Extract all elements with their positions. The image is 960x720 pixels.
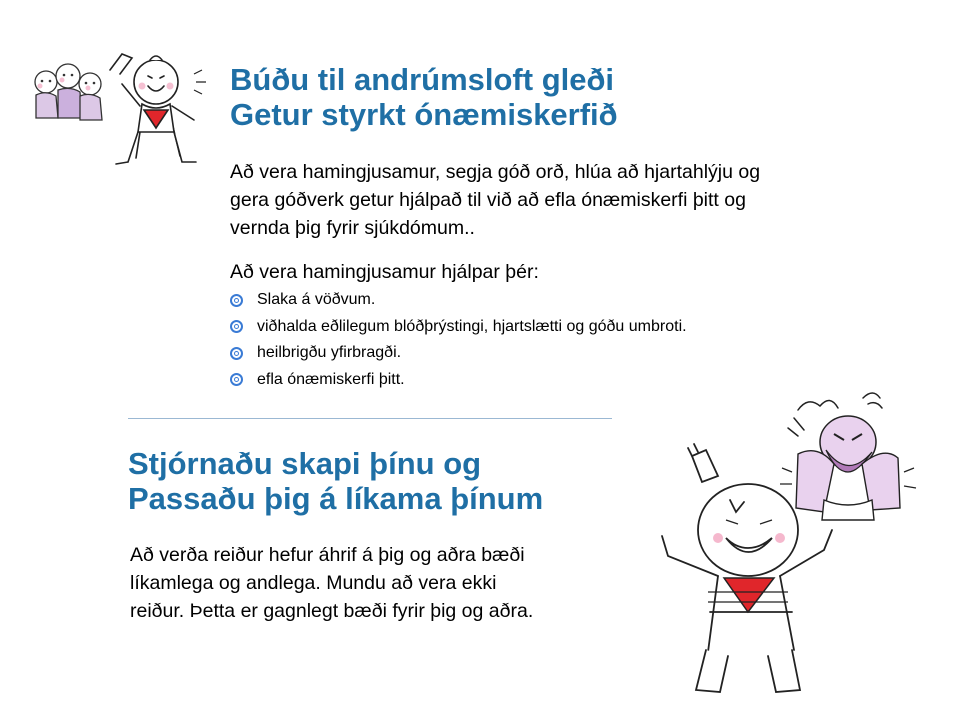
section-2-paragraph-line-2: líkamlega og andlega. Mundu að vera ekki	[130, 572, 497, 594]
section-2-paragraph-line-1: Að verða reiður hefur áhrif á þig og aðra bæði	[130, 544, 525, 566]
section-2-title-line-1: Stjórnaðu skapi þínu og	[128, 446, 482, 481]
benefit-text: heilbrigðu yfirbragði.	[257, 344, 402, 361]
section-2-title	[128, 446, 543, 516]
section-2-title-line-2: Passaðu þig á líkama þínum	[128, 481, 544, 516]
benefit-text: viðhalda eðlilegum blóðþrýstingi, hjartslætti og góðu umbroti.	[257, 317, 687, 335]
section-2-paragraph	[130, 541, 533, 625]
section-2-paragraph-line-3: reiður. Þetta er gagnlegt bæði fyrir þig og aðra.	[130, 600, 534, 622]
happy-child-and-angry-figure-icon	[648, 380, 948, 710]
list-item	[230, 340, 687, 367]
section-1-paragraph-line-3: vernda þig fyrir sjúkdómum..	[230, 217, 475, 239]
benefits-intro: Að vera hamingjusamur hjálpar þér:	[230, 261, 539, 283]
list-item	[230, 287, 687, 314]
section-1-paragraph	[230, 158, 760, 242]
bullet-icon	[230, 347, 243, 360]
section-1-title-line-1: Búðu til andrúmsloft gleði	[230, 62, 615, 97]
benefits-list	[230, 287, 687, 393]
section-1-paragraph-line-2: gera góðverk getur hjálpað til við að efla ónæmiskerfi þitt og	[230, 189, 746, 211]
bullet-icon	[230, 320, 243, 333]
happy-cartoon-child-with-friends-icon	[24, 40, 209, 180]
list-item	[230, 367, 687, 394]
list-item	[230, 314, 687, 341]
bullet-icon	[230, 373, 243, 386]
section-1-paragraph-line-1: Að vera hamingjusamur, segja góð orð, hlúa að hjartahlýju og	[230, 161, 761, 183]
section-1-title	[230, 62, 618, 132]
section-divider	[128, 418, 612, 419]
bullet-icon	[230, 294, 243, 307]
benefit-text: Slaka á vöðvum.	[257, 291, 376, 308]
benefit-text: efla ónæmiskerfi þitt.	[257, 370, 405, 388]
section-1-title-line-2: Getur styrkt ónæmiskerfið	[230, 97, 618, 132]
